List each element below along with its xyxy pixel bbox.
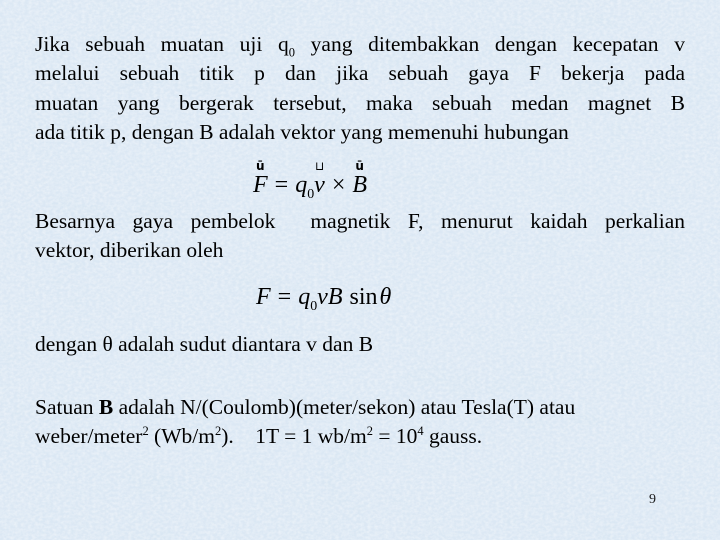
superscript-4: 4 xyxy=(417,424,424,439)
symbol-v: v xyxy=(314,172,325,198)
times-sign: × xyxy=(331,172,346,198)
vector-mark-icon: ū xyxy=(355,159,364,173)
text-line xyxy=(35,422,685,451)
equals-sign: = xyxy=(274,172,289,198)
page-number: 9 xyxy=(649,492,656,507)
vector-mark-icon: ⊔ xyxy=(314,159,325,173)
text-segment: yang ditembakkan dengan kecepatan v xyxy=(295,32,685,56)
paragraph-intro xyxy=(35,30,685,147)
text-line: dengan θ adalah sudut diantara v dan B xyxy=(35,332,374,356)
text-segment: ). 1T = 1 wb/m xyxy=(221,424,367,449)
symbol-B: B xyxy=(352,172,368,198)
subscript-zero: 0 xyxy=(310,298,318,314)
text-segment: = 10 xyxy=(372,424,418,449)
text-segment: (Wb/m xyxy=(148,424,215,449)
formula-cross-product xyxy=(253,159,368,202)
text-line xyxy=(35,393,685,422)
superscript-2: 2 xyxy=(214,424,222,439)
vector-F xyxy=(253,159,268,199)
formula-magnitude xyxy=(256,283,392,314)
text-line: ada titik p, dengan B adalah vektor yang memenuhi hubungan xyxy=(35,119,569,144)
sin-function: sin xyxy=(349,284,378,310)
text-line: muatan yang bergerak tersebut, maka sebuah medan magnet B xyxy=(35,90,685,115)
vector-B xyxy=(352,159,368,199)
paragraph-units xyxy=(35,393,685,452)
text-segment: adalah N/(Coulomb)(meter/sekon) atau Tesla(T) atau xyxy=(113,395,576,419)
subscript-zero: 0 xyxy=(288,45,295,60)
text-segment: gauss. xyxy=(423,424,483,449)
paragraph-magnitude xyxy=(35,207,685,266)
text-segment: Satuan xyxy=(35,395,99,419)
text-line: melalui sebuah titik p dan jika sebuah gaya F bekerja pada xyxy=(35,61,685,86)
symbol-q: q xyxy=(295,172,308,198)
superscript-2: 2 xyxy=(366,424,373,439)
superscript-2: 2 xyxy=(142,424,149,439)
symbol-theta: θ xyxy=(379,284,392,310)
paragraph-angle xyxy=(35,330,685,359)
text-line: vektor, diberikan oleh xyxy=(35,238,224,263)
symbol-vB: vB xyxy=(317,284,343,310)
vector-v xyxy=(314,159,325,199)
text-segment: Jika sebuah muatan uji q xyxy=(35,32,289,56)
symbol-F: F xyxy=(253,172,268,198)
subscript-zero: 0 xyxy=(307,186,315,202)
text-segment: weber/meter xyxy=(35,424,143,449)
text-line xyxy=(35,30,685,59)
bold-B: B xyxy=(98,395,114,419)
text-line: Besarnya gaya pembelok magnetik F, menurut kaidah perkalian xyxy=(35,209,685,233)
vector-mark-icon: ū xyxy=(256,159,265,173)
equals-sign: = xyxy=(277,284,292,310)
symbol-q: q xyxy=(298,284,311,310)
symbol-F: F xyxy=(256,284,271,310)
